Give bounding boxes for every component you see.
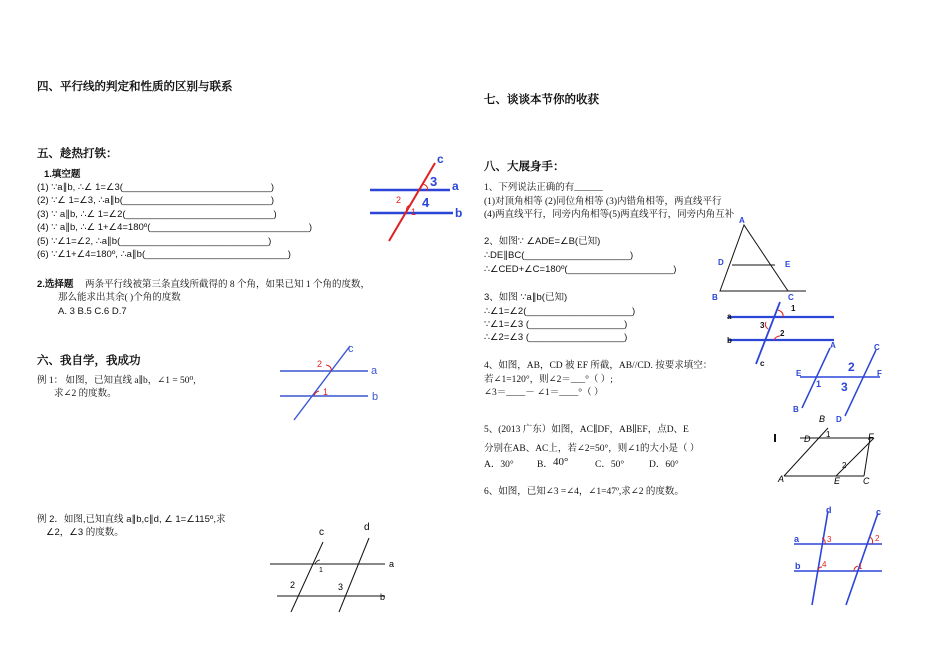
- q5-label-1: 1: [826, 430, 831, 439]
- q3-line-4: ∴∠2=∠3 (__________________): [484, 332, 628, 343]
- fig5-label-2: 2: [396, 195, 402, 205]
- q4-label-A: A: [830, 341, 836, 350]
- ex2-label-b: b: [380, 592, 386, 602]
- q5-option-b-value: 40°: [553, 456, 569, 468]
- q6-label-d: d: [826, 505, 832, 515]
- q3-label-3: 3: [760, 321, 765, 330]
- q4-line-2: 若∠1=120°，则∠2＝___°（ ）;: [484, 375, 613, 385]
- q6-label-4: 4: [822, 560, 827, 569]
- example-2-line-1: 例 2．如图,已知直线 a∥b,c∥d, ∠ 1=∠115º,求: [37, 514, 226, 525]
- ex1-label-a: a: [371, 365, 378, 377]
- q4-line-1: 4、如图，AB，CD 被 EF 所截，AB//CD. 按要求填空：: [484, 361, 713, 371]
- choice-label: 2.选择题: [37, 279, 74, 290]
- choice-text: 两条平行线被第三条直线所截得的 8 个角，如果已知 1 个角的度数，: [85, 280, 371, 290]
- q6-label-a: a: [794, 534, 800, 544]
- section-5-title: 五、趁热打铁：: [37, 148, 118, 160]
- q6-label-1: 1: [858, 562, 863, 571]
- fill-item-4: (4) ∵ a∥b, ∴∠ 1+∠4=180º(______________________________): [37, 222, 313, 233]
- figure-example-1: [280, 340, 390, 425]
- section-8-title: 八、大展身手：: [484, 161, 565, 173]
- q2-line-2: ∴DE∥BC(____________________): [484, 250, 634, 261]
- example-1-line-1: 例 1： 如图，已知直线 a∥b，∠1 = 50⁰,: [37, 376, 196, 386]
- q3-label-1: 1: [791, 304, 796, 313]
- q4-line-3: ∠3＝____－ ∠1＝____°（ ）: [484, 388, 604, 398]
- q6-line-1: 6、如图，已知∠3 =∠4，∠1=47º,求∠2 的度数。: [484, 487, 684, 497]
- ex1-label-2: 2: [317, 359, 323, 369]
- q2-line-1: 2、如图∵ ∠ADE=∠B(已知): [484, 236, 601, 247]
- example-1-line-2: 求∠2 的度数。: [54, 389, 117, 399]
- ex1-label-1: 1: [323, 387, 329, 397]
- fig5-label-4: 4: [422, 195, 430, 210]
- q5-label-D: D: [804, 434, 811, 444]
- q4-label-C: C: [874, 343, 880, 352]
- q3-label-b: b: [727, 336, 732, 345]
- fill-item-2: (2) ∵∠ 1=∠3, ∴a∥b(____________________________): [37, 195, 274, 206]
- q5-label-B: B: [819, 414, 826, 424]
- fill-item-6: (6) ∵∠1+∠4=180º, ∴a∥b(___________________________): [37, 249, 291, 260]
- q2-label-C: C: [788, 293, 794, 302]
- fill-title: 1.填空题: [44, 169, 81, 180]
- q4-label-B: B: [793, 405, 799, 414]
- choice-text-2: 那么能求出其余( )个角的度数: [58, 293, 181, 303]
- q5-label-E: E: [834, 476, 841, 486]
- figure-section-5: [365, 152, 475, 245]
- q2-label-B: B: [712, 293, 718, 302]
- ex2-label-1: 1: [319, 567, 323, 574]
- fill-item-1: (1) ∵a∥b, ∴∠ 1=∠3(____________________________): [37, 182, 274, 193]
- fill-item-3: (3) ∵ a∥b, ∴∠ 1=∠2(____________________________): [37, 209, 277, 220]
- ex1-label-c: c: [348, 343, 354, 355]
- fig5-label-3: 3: [430, 174, 438, 189]
- q4-label-F: F: [877, 369, 882, 378]
- ex1-label-b: b: [372, 391, 379, 403]
- q5-label-F: F: [868, 432, 874, 442]
- q3-line-1: 3、如图 ∵a∥b(已知): [484, 292, 568, 303]
- choice-options: A. 3 B.5 C.6 D.7: [58, 306, 127, 317]
- fig5-label-c: c: [437, 152, 444, 166]
- q5-label-2: 2: [842, 461, 847, 470]
- q3-label-c: c: [760, 359, 765, 368]
- q5-label-A: A: [778, 474, 785, 484]
- q1-line-2: (1)对顶角相等 (2)同位角相等 (3)内错角相等，两直线平行: [484, 197, 722, 207]
- q3-label-2: 2: [780, 329, 785, 338]
- q2-label-E: E: [785, 260, 791, 269]
- q5-line-1: 5、(2013 广东）如图，AC∥DF，AB∥EF，点D、E: [484, 425, 689, 435]
- ex2-label-d: d: [364, 522, 370, 533]
- ex2-label-a: a: [389, 559, 395, 569]
- q1-line-1: 1、下列说法正确的有______: [484, 183, 603, 193]
- q5-option-b-label: B．: [537, 460, 553, 470]
- figure-q2-triangle: [710, 215, 810, 305]
- q3-line-3: ∵∠1=∠3 (__________________): [484, 319, 628, 330]
- fill-item-5: (5) ∵∠1=∠2, ∴a∥b(____________________________): [37, 236, 272, 247]
- q5-line-2: 分别在AB、AC上，若∠2=50°，则∠1的大小是（ ）: [484, 444, 700, 454]
- q6-label-2: 2: [875, 534, 880, 543]
- ex2-label-c: c: [319, 527, 324, 538]
- q5-label-C: C: [863, 476, 870, 486]
- q5-option-c: C．50°: [595, 460, 625, 470]
- q4-label-E: E: [796, 369, 802, 378]
- q4-label-3: 3: [841, 380, 848, 394]
- figure-q5: [772, 410, 892, 490]
- q2-label-A: A: [739, 216, 745, 225]
- q4-label-1: 1: [816, 379, 822, 389]
- fig5-label-b: b: [455, 206, 463, 220]
- ex2-label-2: 2: [290, 580, 296, 590]
- figure-q6: [790, 505, 890, 610]
- fig5-label-1: 1: [411, 207, 417, 217]
- q5-option-a: A．30°: [484, 460, 514, 470]
- q3-label-a: a: [727, 312, 732, 321]
- section-4-title: 四、平行线的判定和性质的区别与联系: [37, 81, 233, 93]
- figure-example-2: [265, 520, 405, 620]
- example-2-line-2: ∠2，∠3 的度数。: [46, 527, 124, 538]
- q6-label-3: 3: [827, 535, 832, 544]
- section-7-title: 七、谈谈本节你的收获: [484, 94, 599, 106]
- q6-label-c: c: [876, 507, 882, 517]
- section-6-title: 六、我自学，我成功: [37, 355, 141, 367]
- q6-label-b: b: [795, 561, 801, 571]
- q2-line-3: ∴∠CED+∠C=180º(____________________): [484, 264, 677, 275]
- q3-line-2: ∴∠1=∠2(____________________): [484, 306, 636, 317]
- q4-label-D: D: [836, 415, 842, 424]
- q5-option-d: D．60°: [649, 460, 679, 470]
- ex2-label-3: 3: [338, 582, 344, 592]
- q1-line-3: (4)两直线平行，同旁内角相等(5)两直线平行，同旁内角互补: [484, 210, 735, 220]
- q4-label-2: 2: [848, 360, 855, 374]
- q2-label-D: D: [718, 258, 724, 267]
- fig5-label-a: a: [452, 179, 459, 193]
